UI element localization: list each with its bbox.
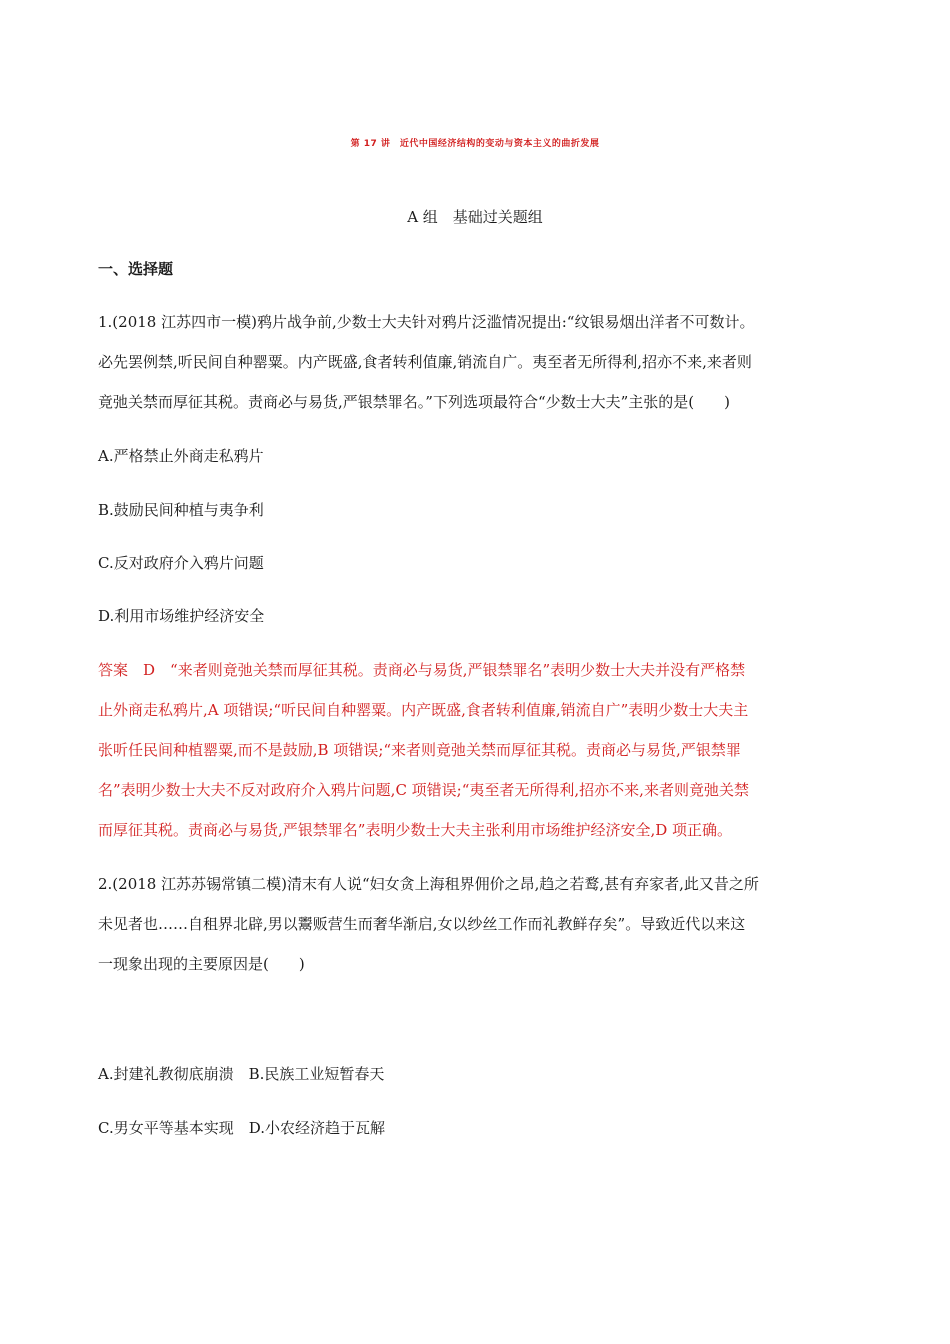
q1-answer-line-4: 名”表明少数士大夫不反对政府介入鸦片问题,C 项错误;“夷至者无所得利,招亦不来,来者则竟弛关禁 (98, 781, 749, 799)
q1-answer-line-1: 答案 D “来者则竟弛关禁而厚征其税。责商必与易货,严银禁罪名”表明少数士大夫并没有严格禁 (98, 661, 746, 679)
q2-stem-line-1: 2.(2018 江苏苏锡常镇二模)清末有人说“妇女贪上海租界佣价之昂,趋之若鹜,甚有弃家者,此又昔之所 (98, 875, 759, 893)
q1-answer-line-5: 而厚征其税。责商必与易货,严银禁罪名”表明少数士大夫主张利用市场维护经济安全,D 项正确。 (98, 821, 733, 839)
q1-option-b: B.鼓励民间种植与夷争利 (98, 501, 264, 519)
q1-option-a: A.严格禁止外商走私鸦片 (98, 447, 264, 465)
section-heading: 一、选择题 (98, 260, 174, 278)
q2-stem-line-3: 一现象出现的主要原因是( ) (98, 955, 305, 973)
q1-answer-line-3: 张听任民间种植罂粟,而不是鼓励,B 项错误;“来者则竟弛关禁而厚征其税。责商必与易货,严银禁罪 (98, 741, 741, 759)
q2-stem-line-2: 未见者也……自租界北辟,男以鬻贩营生而奢华渐启,女以纱丝工作而礼教鲜存矣”。导致近代以来这 (98, 915, 746, 933)
q2-options-line-1: A.封建礼教彻底崩溃 B.民族工业短暂春天 (98, 1065, 385, 1083)
q1-stem-line-1: 1.(2018 江苏四市一模)鸦片战争前,少数士大夫针对鸦片泛滥情况提出:“纹银易烟出洋者不可数计。 (98, 313, 755, 331)
q1-stem-line-3: 竟弛关禁而厚征其税。责商必与易货,严银禁罪名。”下列选项最符合“少数士大夫”主张的是( ) (98, 393, 730, 411)
q2-options-line-2: C.男女平等基本实现 D.小农经济趋于瓦解 (98, 1119, 385, 1137)
q1-option-c: C.反对政府介入鸦片问题 (98, 554, 264, 572)
q1-option-d: D.利用市场维护经济安全 (98, 607, 265, 625)
lesson-title: 第 17 讲 近代中国经济结构的变动与资本主义的曲折发展 (350, 139, 600, 149)
group-heading: A 组 基础过关题组 (407, 208, 543, 226)
q1-answer-line-2: 止外商走私鸦片,A 项错误;“听民间自种罂粟。内产既盛,食者转利值廉,销流自广”表明少数士大夫主 (98, 701, 749, 719)
q1-stem-line-2: 必先罢例禁,听民间自种罂粟。内产既盛,食者转利值廉,销流自广。夷至者无所得利,招亦不来,来者则 (98, 353, 752, 371)
